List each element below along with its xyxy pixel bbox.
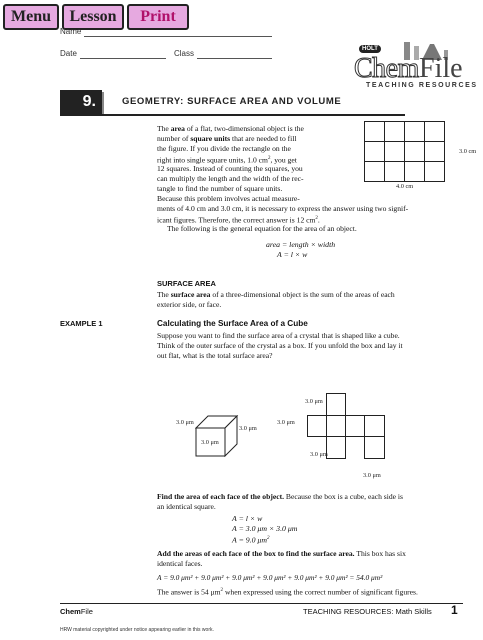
name-label: Name [60,27,82,36]
menu-button[interactable]: Menu [3,4,59,30]
formula-words: area = length × width [266,240,336,249]
footer-left: ChemFile [60,607,93,616]
footer-right: TEACHING RESOURCES: Math Skills [303,607,432,616]
intro-line-2: number of square units that are needed to fill [157,134,297,143]
section-number: 9. [60,90,102,114]
lesson-button[interactable]: Lesson [62,4,124,30]
logo-tagline: TEACHING RESOURCES [366,82,478,89]
grid-width-label: 4.0 cm [396,183,414,190]
print-button[interactable]: Print [127,4,189,30]
section-title: GEOMETRY: SURFACE AREA AND VOLUME [122,96,342,107]
net-mid-label: 3.0 μm [310,451,328,458]
step1-eq-3: A = 9.0 $\mu m^2$ [232,535,270,545]
step1-eq-2: A = 3.0 μm × 3.0 μm [232,524,298,533]
example-line-2: Think of the outer surface of the crystal as a box. If you unfold the box and lay it [157,341,403,350]
page-number: 1 [451,603,458,617]
step2-answer: The answer is 54 $\mu m^2$ when expressed using the correct number of significant figures. [157,587,418,597]
intro-line-5: 12 squares. Instead of counting the squares, you [157,164,303,173]
intro-line-1: The area of a flat, two-dimensional object is the [157,124,304,133]
footer-rule [60,603,463,604]
date-line [80,58,166,59]
step2-line-2: identical faces. [157,559,203,568]
net-left-label: 3.0 μm [277,419,295,426]
cube-net-figure [307,393,385,481]
date-label: Date [60,49,77,58]
title-rule [60,114,405,116]
cube-left-label: 3.0 μm [176,419,194,426]
formula-symbols: A = l × w [277,250,308,259]
step1-eq-1: A = l × w [232,514,263,523]
surface-line-2: exterior side, or face. [157,300,222,309]
name-line [84,36,272,37]
cube-figure [195,415,240,457]
surface-area-heading: SURFACE AREA [157,279,216,288]
net-top-label: 3.0 μm [305,398,323,405]
copyright-notice: HRW material copyrighted under notice appearing earlier in this work. [60,627,214,633]
example-line-1: Suppose you want to find the surface area of a crystal that is shaped like a cube. [157,331,400,340]
example-line-3: out flat, what is the total surface area? [157,351,273,360]
intro-line-8: Because this problem involves actual measure- [157,194,300,203]
cube-bottom-label: 3.0 μm [201,439,219,446]
step2-sum: A = 9.0 μm² + 9.0 μm² + 9.0 μm² + 9.0 μm² + 9.0 μm² + 9.0 μm² = 54.0 μm² [157,573,383,582]
intro-line-4: right into single square units, 1.0 $cm^2$, you get [157,155,297,165]
class-label: Class [174,49,195,58]
surface-line-1: The surface area of a three-dimensional object is the sum of the areas of each [157,290,395,299]
net-bottom-label: 3.0 μm [363,472,381,479]
holt-badge: HOLT [359,45,381,53]
logo-chem: Chem [354,53,419,84]
intro-line-7: tangle to find the number of square units. [157,184,283,193]
step1-line-2: an identical square. [157,502,216,511]
example-label: EXAMPLE 1 [60,319,103,328]
step2-line-1: Add the areas of each face of the box to find the surface area. This box has six [157,549,406,558]
class-line [197,58,272,59]
intro-line-10: icant figures. Therefore, the correct answer is 12 $cm^2$. [157,215,320,225]
example-title: Calculating the Surface Area of a Cube [157,319,308,328]
intro-line-9: ments of 4.0 cm and 3.0 cm, it is necessary to express the answer using two signif- [157,204,409,213]
intro-line-3: the figure. If you divide the rectangle on the [157,144,291,153]
step1-line-1: Find the area of each face of the object. Because the box is a cube, each side is [157,492,403,501]
grid-height-label: 3.0 cm [459,148,477,155]
rectangle-grid-figure [364,121,446,182]
intro-line-11: The following is the general equation for the area of an object. [167,224,357,233]
cube-depth-label: 3.0 μm [239,425,257,432]
logo-file: File [419,53,463,84]
intro-line-6: can multiply the length and the width of the rec- [157,174,304,183]
